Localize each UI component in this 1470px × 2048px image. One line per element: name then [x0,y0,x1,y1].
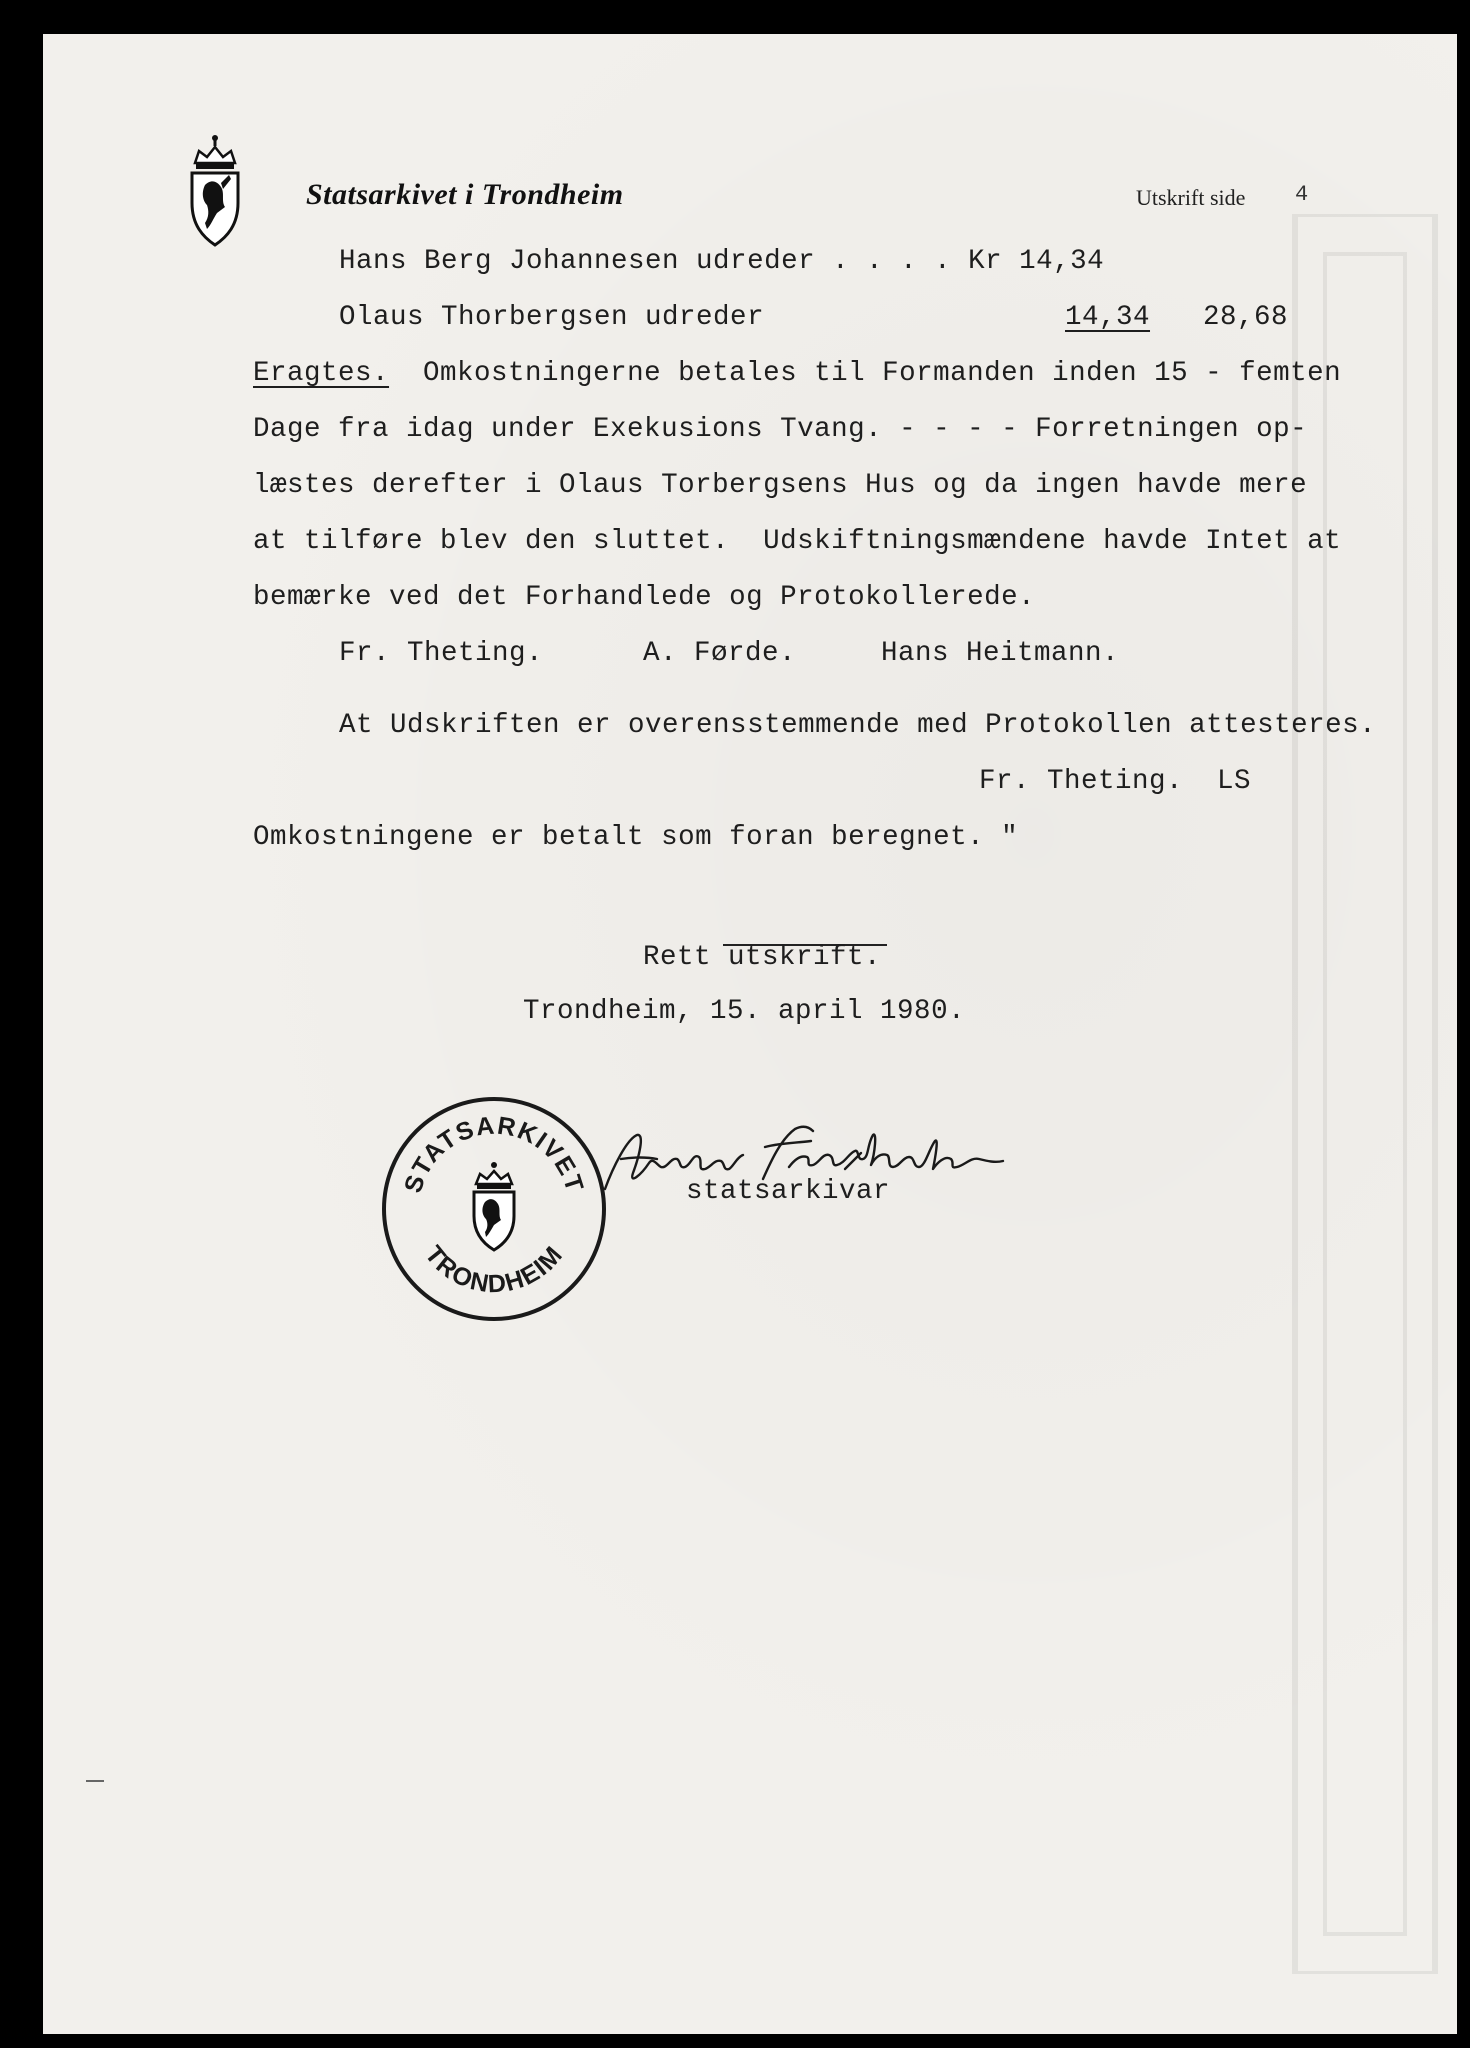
cost-amount-olaus: 14,34 [1065,302,1151,333]
paragraph-line-1-rest: Omkostningerne betales til Formanden inden 15 - femten [389,358,1342,389]
paragraph-line-3: læstes derefter i Olaus Torbergsens Hus og da ingen havde mere [253,470,1308,501]
seal-text-bottom: TRONDHEIM [419,1240,569,1299]
cost-line-hans: Hans Berg Johannesen udreder . . . . Kr 14,34 [339,246,1105,277]
eragtes-word: Eragtes. [253,358,390,389]
margin-mark [86,1780,104,1782]
attest-signature: Fr. Theting. LS [979,766,1252,797]
paragraph-line-1 [253,358,1341,390]
seal-text-top: STATSARKIVET [398,1111,590,1197]
paragraph-line-5: bemærke ved det Forhandlede og Protokollerede. [253,582,1036,613]
certification-text: Rett utskrift. [643,942,882,973]
cost-paid-line: Omkostningene er betalt som foran beregnet. " [253,822,1019,853]
signatory-theting: Fr. Theting. [339,638,544,669]
signatory-forde: A. Førde. [643,638,797,669]
paragraph-line-2: Dage fra idag under Exekusions Tvang. - - - - Forretningen op- [253,414,1308,445]
document-page [43,34,1457,2034]
page-number: 4 [1295,182,1309,207]
signer-title: statsarkivar [686,1176,891,1207]
paragraph-line-4: at tilføre blev den sluttet. Udskiftningsmændene havde Intet at [253,526,1342,557]
utskrift-label: Utskrift side [1136,185,1246,210]
attest-line: At Udskriften er overensstemmende med Protokollen attesteres. [339,710,1377,741]
archive-seal-icon [379,1094,609,1324]
cost-line-olaus: Olaus Thorbergsen udreder [339,302,765,333]
archive-name: Statsarkivet i Trondheim [306,178,624,211]
cost-total: 28,68 [1203,302,1289,333]
place-date: Trondheim, 15. april 1980. [523,996,966,1027]
coat-of-arms-icon [187,133,243,249]
signatory-heitmann: Hans Heitmann. [881,638,1120,669]
